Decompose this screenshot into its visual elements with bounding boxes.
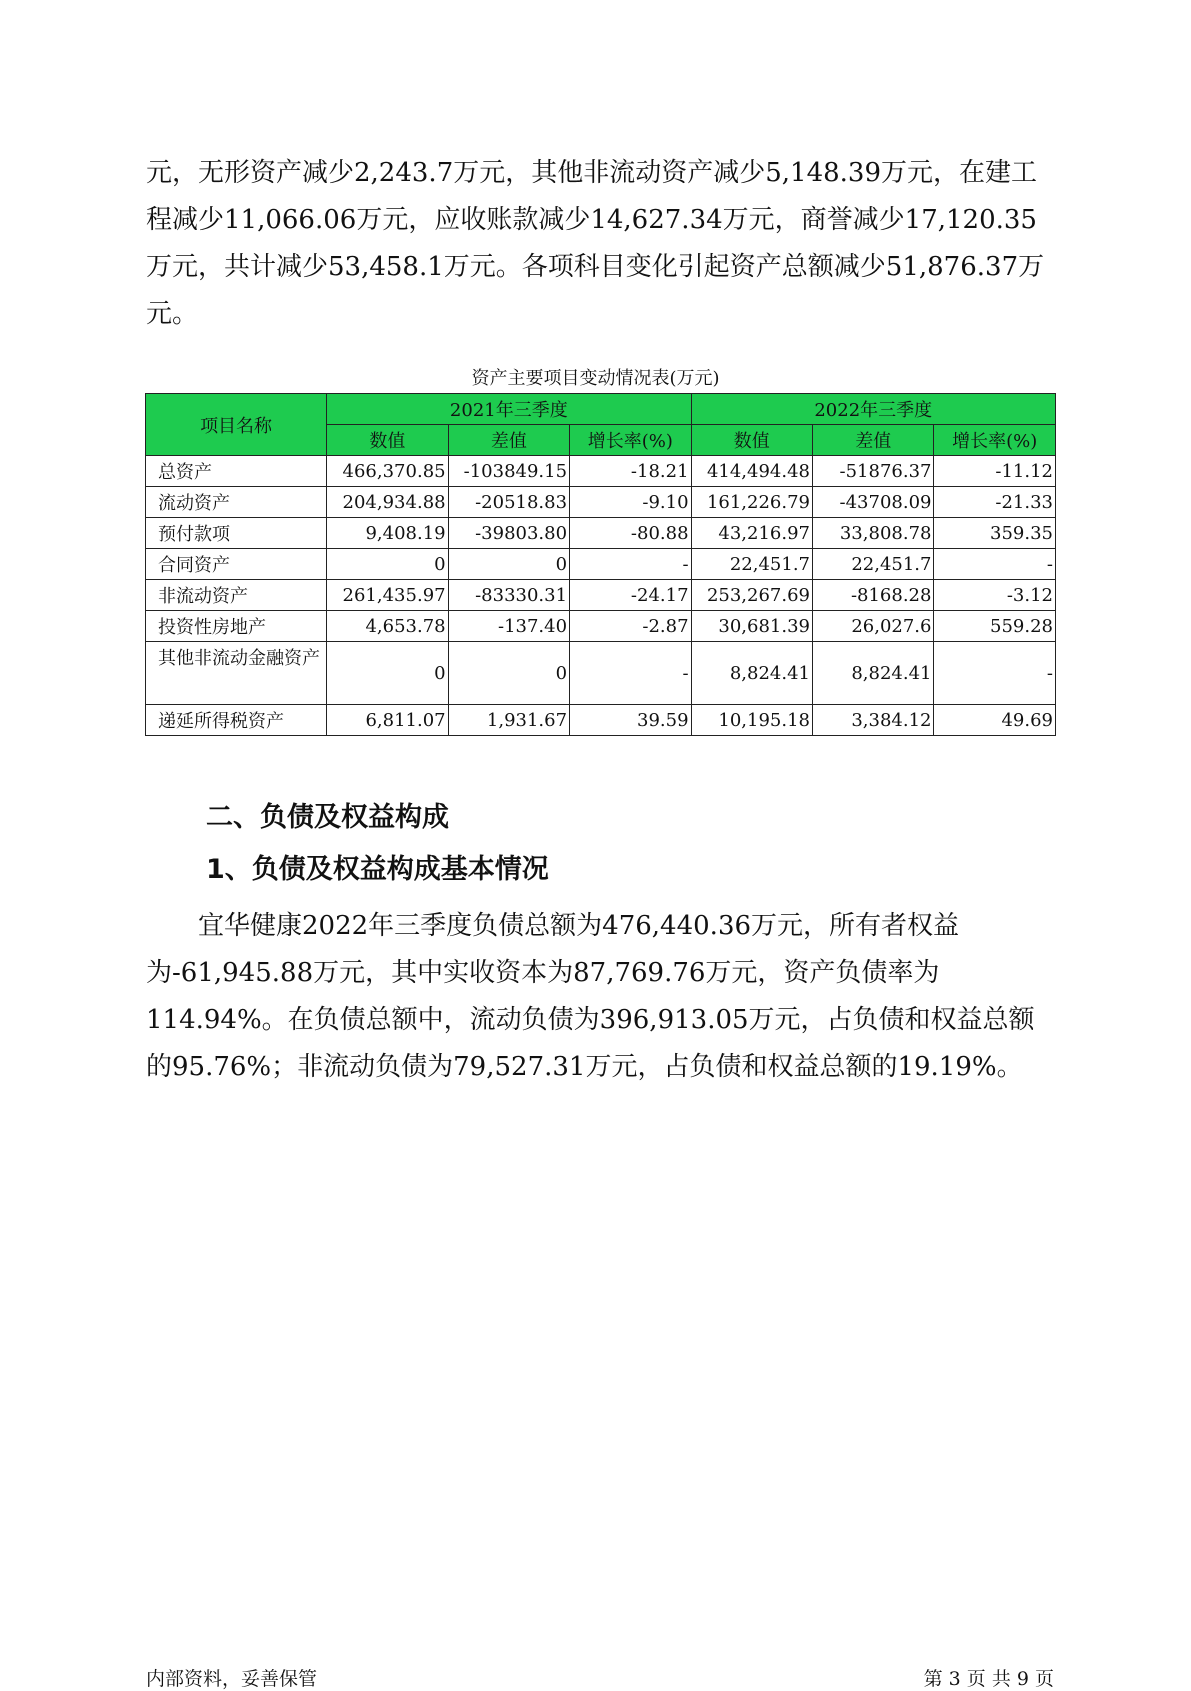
cell-value-2022: 161,226.79 xyxy=(691,487,812,518)
header-value-2021: 数值 xyxy=(327,425,448,456)
row-label: 流动资产 xyxy=(146,487,327,518)
cell-growth-2021: 39.59 xyxy=(570,705,691,736)
cell-diff-2022: -51876.37 xyxy=(813,456,934,487)
table-row xyxy=(146,518,1056,549)
row-label: 非流动资产 xyxy=(146,580,327,611)
cell-diff-2022: 8,824.41 xyxy=(813,642,934,705)
cell-value-2022: 43,216.97 xyxy=(691,518,812,549)
cell-value-2021: 466,370.85 xyxy=(327,456,448,487)
cell-growth-2021: -24.17 xyxy=(570,580,691,611)
cell-diff-2022: 22,451.7 xyxy=(813,549,934,580)
cell-diff-2021: -83330.31 xyxy=(448,580,569,611)
cell-value-2021: 0 xyxy=(327,642,448,705)
table-row xyxy=(146,642,1056,705)
cell-growth-2022: -3.12 xyxy=(934,580,1056,611)
header-item-name: 项目名称 xyxy=(146,394,327,456)
header-value-2022: 数值 xyxy=(691,425,812,456)
header-growth-2021: 增长率(%) xyxy=(570,425,691,456)
table-row xyxy=(146,705,1056,736)
row-label: 合同资产 xyxy=(146,549,327,580)
cell-growth-2022: 359.35 xyxy=(934,518,1056,549)
table-row xyxy=(146,456,1056,487)
cell-diff-2021: -39803.80 xyxy=(448,518,569,549)
section-heading: 二、负债及权益构成 xyxy=(206,802,449,833)
table-caption: 资产主要项目变动情况表(万元) xyxy=(471,368,720,389)
cell-value-2022: 30,681.39 xyxy=(691,611,812,642)
table-row xyxy=(146,549,1056,580)
footer-page-number: 第 3 页 共 9 页 xyxy=(923,1668,1054,1690)
cell-diff-2022: -43708.09 xyxy=(813,487,934,518)
cell-growth-2022: 559.28 xyxy=(934,611,1056,642)
header-growth-2022: 增长率(%) xyxy=(934,425,1056,456)
cell-value-2022: 10,195.18 xyxy=(691,705,812,736)
subsection-heading: 1、负债及权益构成基本情况 xyxy=(206,854,549,885)
cell-growth-2021: -2.87 xyxy=(570,611,691,642)
header-diff-2021: 差值 xyxy=(448,425,569,456)
row-label: 投资性房地产 xyxy=(146,611,327,642)
cell-growth-2022: - xyxy=(934,549,1056,580)
header-period-2022: 2022年三季度 xyxy=(691,394,1055,425)
cell-growth-2022: - xyxy=(934,642,1056,705)
cell-diff-2021: 1,931.67 xyxy=(448,705,569,736)
header-diff-2022: 差值 xyxy=(813,425,934,456)
cell-diff-2022: 3,384.12 xyxy=(813,705,934,736)
paragraph-liabilities: 宜华健康2022年三季度负债总额为476,440.36万元，所有者权益为-61,945.88万元，其中实收资本为87,769.76万元，资产负债率为114.94%。在负债总额中，流动负债为396,913.05万元，占负债和权益总额的95.76%；非流动负债为79,527.31万元，占负债和权益总额的19.19%。 xyxy=(146,911,1035,1082)
row-label: 预付款项 xyxy=(146,518,327,549)
cell-diff-2021: 0 xyxy=(448,549,569,580)
row-label: 其他非流动金融资产 xyxy=(146,642,327,705)
cell-growth-2022: -11.12 xyxy=(934,456,1056,487)
cell-value-2022: 253,267.69 xyxy=(691,580,812,611)
table-row xyxy=(146,487,1056,518)
cell-value-2021: 6,811.07 xyxy=(327,705,448,736)
footer-confidential-note: 内部资料，妥善保管 xyxy=(146,1668,318,1690)
cell-growth-2022: -21.33 xyxy=(934,487,1056,518)
cell-growth-2021: -18.21 xyxy=(570,456,691,487)
cell-growth-2021: -80.88 xyxy=(570,518,691,549)
cell-value-2022: 414,494.48 xyxy=(691,456,812,487)
cell-diff-2022: -8168.28 xyxy=(813,580,934,611)
cell-value-2021: 9,408.19 xyxy=(327,518,448,549)
cell-value-2022: 8,824.41 xyxy=(691,642,812,705)
cell-growth-2021: - xyxy=(570,642,691,705)
cell-growth-2021: - xyxy=(570,549,691,580)
cell-value-2021: 4,653.78 xyxy=(327,611,448,642)
cell-diff-2022: 26,027.6 xyxy=(813,611,934,642)
row-label: 递延所得税资产 xyxy=(146,705,327,736)
table-row xyxy=(146,611,1056,642)
row-label: 总资产 xyxy=(146,456,327,487)
asset-change-table xyxy=(145,393,1056,736)
cell-diff-2022: 33,808.78 xyxy=(813,518,934,549)
cell-diff-2021: -137.40 xyxy=(448,611,569,642)
cell-value-2021: 0 xyxy=(327,549,448,580)
cell-value-2022: 22,451.7 xyxy=(691,549,812,580)
cell-value-2021: 261,435.97 xyxy=(327,580,448,611)
header-period-2021: 2021年三季度 xyxy=(327,394,691,425)
paragraph-asset-decrease: 元，无形资产减少2,243.7万元，其他非流动资产减少5,148.39万元，在建工程减少11,066.06万元，应收账款减少14,627.34万元，商誉减少17,120.35万元，共计减少53,458.1万元。各项科目变化引起资产总额减少51,876.37万元。 xyxy=(146,158,1045,329)
cell-growth-2021: -9.10 xyxy=(570,487,691,518)
cell-diff-2021: 0 xyxy=(448,642,569,705)
cell-value-2021: 204,934.88 xyxy=(327,487,448,518)
cell-diff-2021: -103849.15 xyxy=(448,456,569,487)
cell-diff-2021: -20518.83 xyxy=(448,487,569,518)
table-row xyxy=(146,580,1056,611)
cell-growth-2022: 49.69 xyxy=(934,705,1056,736)
